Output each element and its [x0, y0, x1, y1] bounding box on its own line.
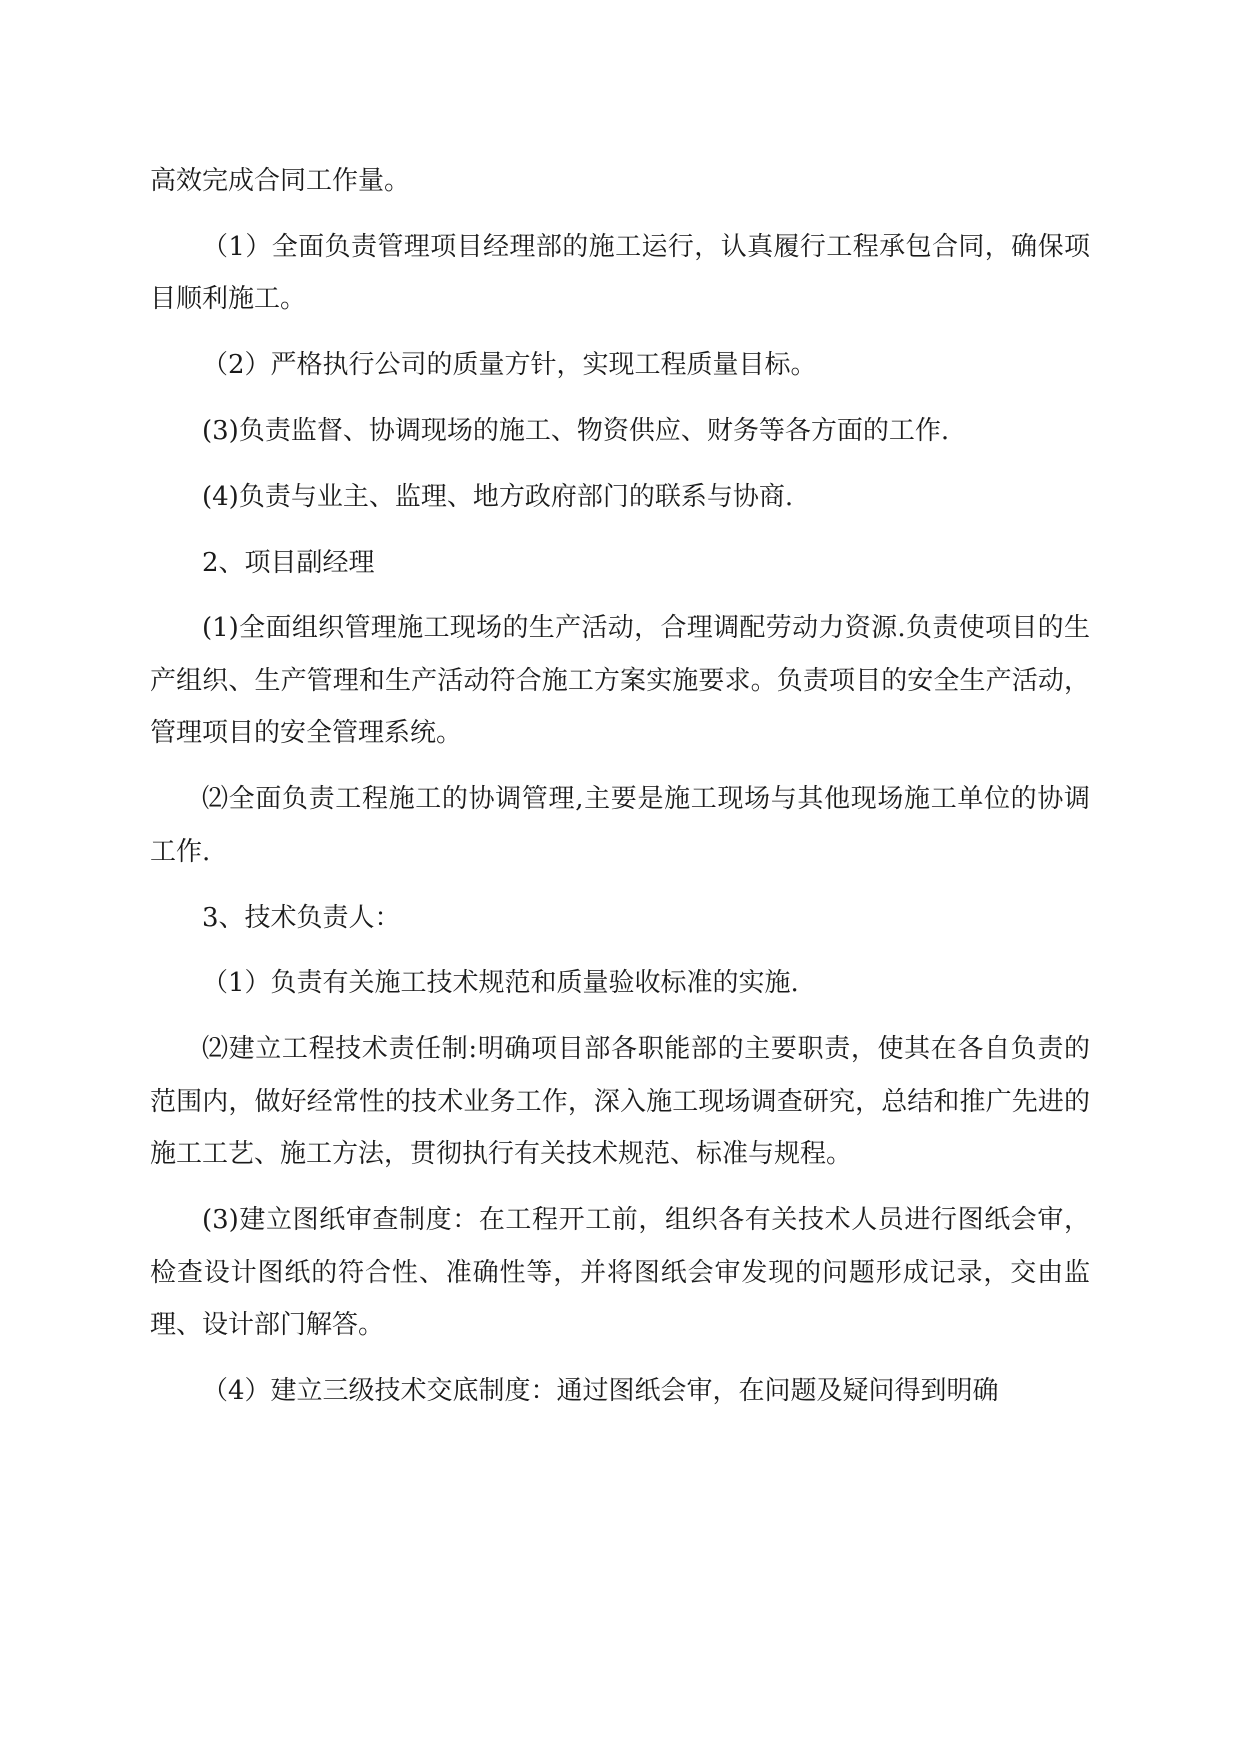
document-body — [150, 155, 1090, 1431]
paragraph-pm-duty-3: (3)负责监督、协调现场的施工、物资供应、财务等各方面的工作. — [202, 415, 950, 446]
paragraph-continuation: 高效完成合同工作量。 — [150, 166, 411, 196]
paragraph-tech-duty-1: （1）负责有关施工技术规范和质量验收标准的实施. — [202, 968, 799, 999]
paragraph-tech-duty-2: ⑵建立工程技术责任制:明确项目部各职能部的主要职责，使其在各自负责的范围内，做好经常性的技术业务工作，深入施工现场调查研究，总结和推广先进的施工工艺、施工方法，贯彻执行有关技术规范、标准与规程。 — [150, 1034, 1090, 1170]
paragraph-pm-duty-4: (4)负责与业主、监理、地方政府部门的联系与协商. — [202, 481, 794, 512]
paragraph-tech-duty-4: （4）建立三级技术交底制度：通过图纸会审，在问题及疑问得到明确 — [202, 1376, 999, 1407]
paragraph-deputy-duty-1: (1)全面组织管理施工现场的生产活动，合理调配劳动力资源.负责使项目的生产组织、生产管理和生产活动符合施工方案实施要求。负责项目的安全生产活动，管理项目的安全管理系统。 — [150, 613, 1090, 749]
paragraph-pm-duty-2: （2）严格执行公司的质量方针，实现工程质量目标。 — [202, 350, 817, 381]
paragraph-tech-duty-3: (3)建立图纸审查制度：在工程开工前，组织各有关技术人员进行图纸会审，检查设计图纸的符合性、准确性等，并将图纸会审发现的问题形成记录，交由监理、设计部门解答。 — [150, 1205, 1090, 1341]
heading-deputy-manager: 2、项目副经理 — [202, 547, 375, 578]
paragraph-pm-duty-1: （1）全面负责管理项目经理部的施工运行，认真履行工程承包合同，确保项目顺利施工。 — [150, 231, 1090, 315]
paragraph-deputy-duty-2: ⑵全面负责工程施工的协调管理,主要是施工现场与其他现场施工单位的协调工作. — [150, 784, 1090, 867]
heading-technical-lead: 3、技术负责人： — [202, 902, 401, 933]
